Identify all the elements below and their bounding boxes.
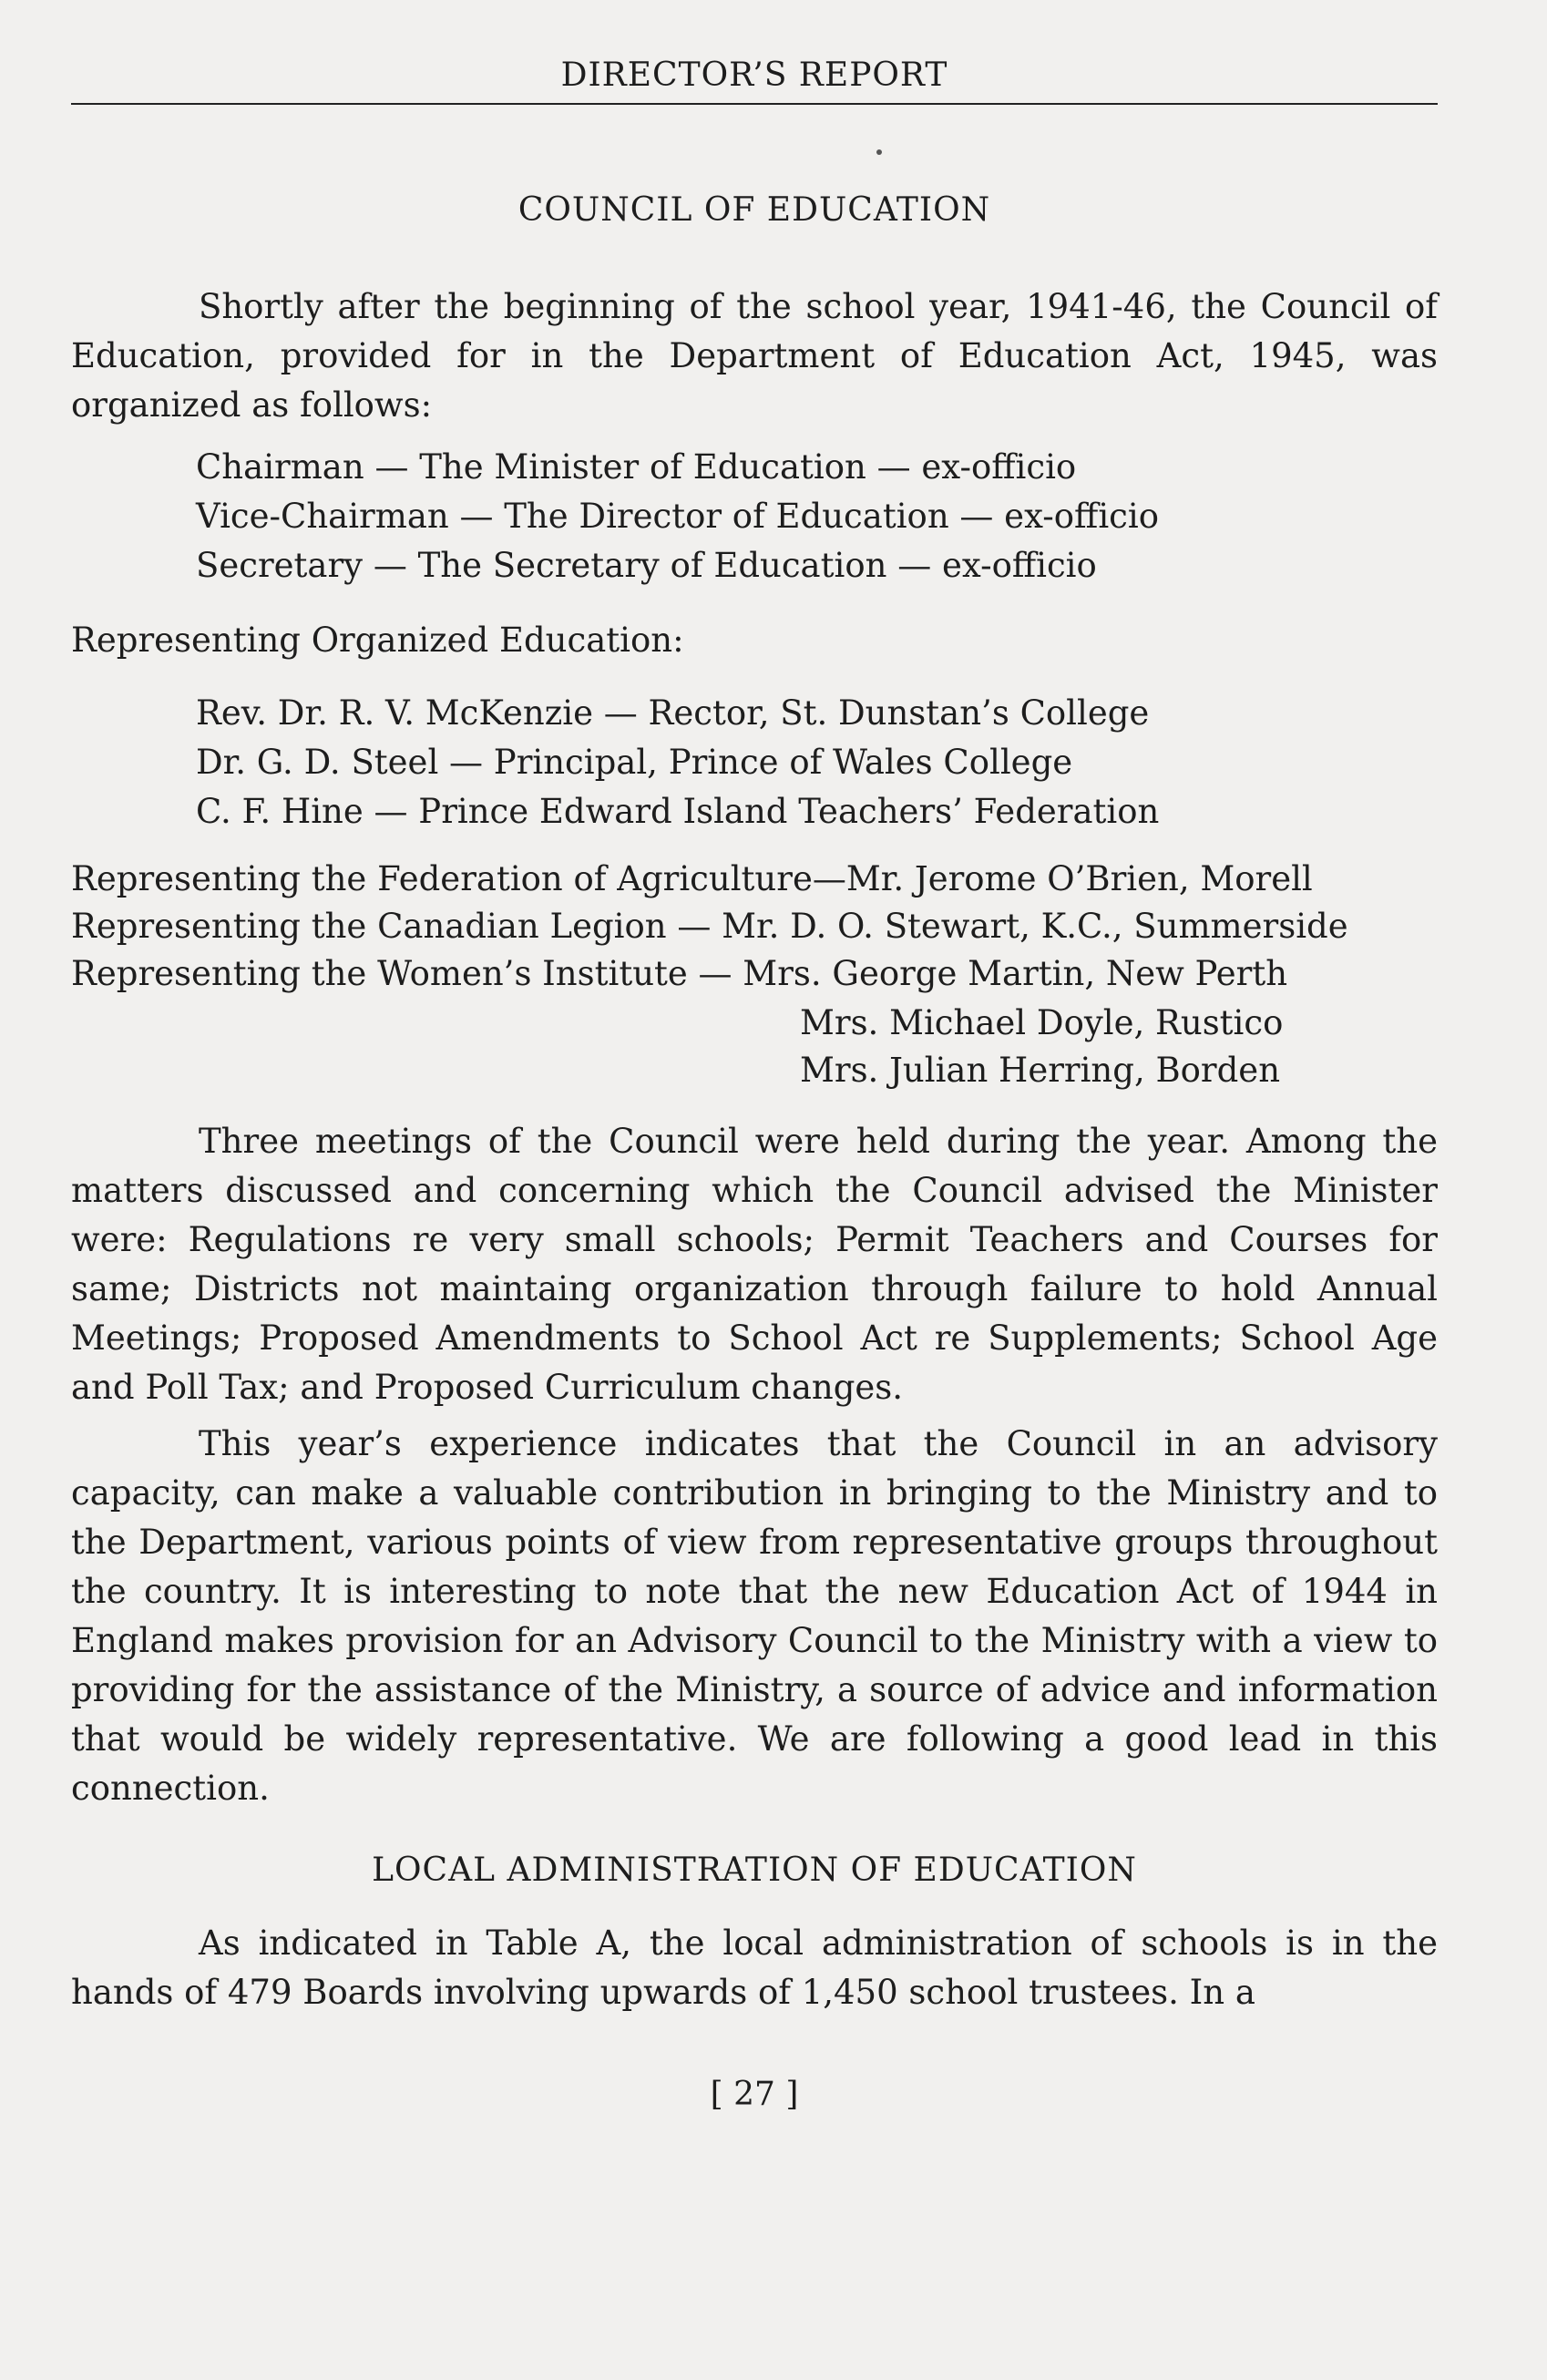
organized-education-heading: Representing Organized Education:	[71, 621, 684, 660]
organized-member-1: Rev. Dr. R. V. McKenzie — Rector, St. Dunstan’s College	[196, 693, 1150, 733]
running-head: DIRECTOR’S REPORT	[560, 56, 948, 94]
council-intro-paragraph: Shortly after the beginning of the school year, 1941-46, the Council of Education, provided for in the Department of Education Act, 1945, was organized as follows:	[71, 287, 1438, 425]
officer-chairman: Chairman — The Minister of Education — ex-officio	[196, 447, 1077, 487]
officer-vice-chairman: Vice-Chairman — The Director of Education — ex-officio	[196, 497, 1160, 536]
print-speck	[876, 149, 882, 155]
section-title-council: COUNCIL OF EDUCATION	[517, 191, 991, 229]
representative-legion: Representing the Canadian Legion — Mr. D. O. Stewart, K.C., Summerside	[71, 907, 1348, 946]
local-admin-paragraph: As indicated in Table A, the local administration of schools is in the hands of 479 Boards involving upwards of 1,450 school trustees. In a	[71, 1923, 1438, 2012]
officer-secretary: Secretary — The Secretary of Education — ex-officio	[196, 546, 1097, 585]
institute-member-2: Mrs. Michael Doyle, Rustico	[800, 1003, 1284, 1042]
representative-agriculture: Representing the Federation of Agriculture—Mr. Jerome O’Brien, Morell	[71, 859, 1313, 898]
representative-institute: Representing the Women’s Institute — Mrs. George Martin, New Perth	[71, 954, 1288, 993]
meetings-paragraph: Three meetings of the Council were held during the year. Among the matters discussed and concerning which the Council advised the Minister were: Regulations re very small schools; Permit Teachers and Courses for same; Districts not maintaing organization through failure to hold Annual Meetings; Proposed Amendments to School Act re Supplements; School Age and Poll Tax; and Proposed Curriculum changes.	[71, 1122, 1438, 1407]
institute-member-3: Mrs. Julian Herring, Borden	[800, 1051, 1281, 1090]
organized-member-3: C. F. Hine — Prince Edward Island Teachers’ Federation	[196, 792, 1160, 831]
header-rule	[71, 103, 1438, 105]
section-title-local-admin: LOCAL ADMINISTRATION OF EDUCATION	[372, 1852, 1137, 1889]
page-number: [ 27 ]	[710, 2076, 799, 2113]
experience-paragraph: This year’s experience indicates that the Council in an advisory capacity, can make a valuable contribution in bringing to the Ministry and to the Department, various points of view from representative groups throughout the country. It is interesting to note that the new Education Act of 1944 in England makes provision for an Advisory Council to the Ministry with a view to providing for the assistance of the Ministry, a source of advice and information that would be widely representative. We are following a good lead in this connection.	[71, 1424, 1438, 1808]
organized-member-2: Dr. G. D. Steel — Principal, Prince of Wales College	[196, 743, 1073, 782]
